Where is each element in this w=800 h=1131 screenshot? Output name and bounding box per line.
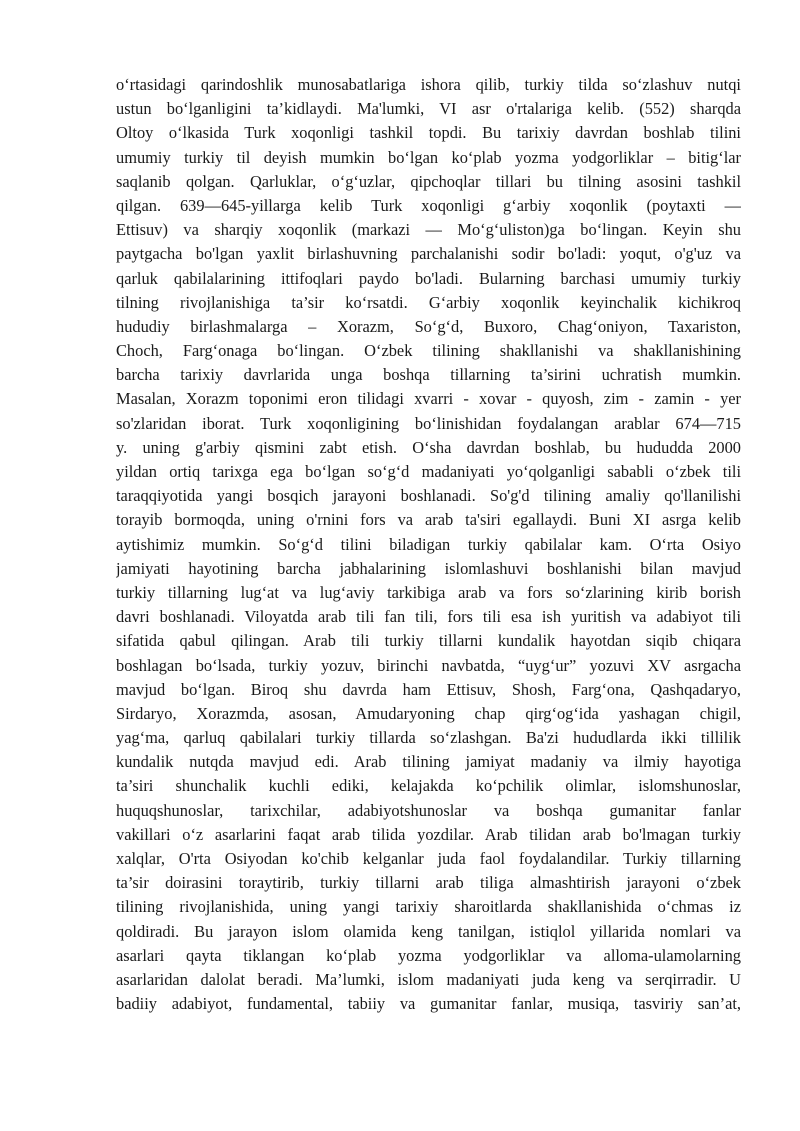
text-line: turkiy tillarning lug‘at va lug‘aviy tarkibiga arab va fors so‘zlarining kirib borish	[116, 582, 741, 602]
text-line: asarlari qayta tiklangan ko‘plab yozma yodgorliklar va alloma-ulamolarning	[116, 945, 741, 965]
text-line: mavjud bo‘lgan. Biroq shu davrda ham Ettisuv, Shosh, Farg‘ona, Qashqadaryo,	[116, 679, 741, 699]
text-line: huquqshunoslar, tarixchilar, adabiyotshunoslar va boshqa gumanitar fanlar	[116, 800, 741, 820]
text-line: paytgacha bo'lgan yaxlit birlashuvning parchalanishi sodir bo'ladi: yoqut, o'g'uz va	[116, 244, 741, 264]
text-line: xalqlar, O'rta Osiyodan ko'chib kelganlar juda faol foydalandilar. Turkiy tillarning	[116, 849, 741, 868]
text-line: yag‘ma, qarluq qabilalari turkiy tillarda so‘zlashgan. Ba'zi hududlarda ikki tillilik	[116, 728, 741, 748]
text-line: o‘rtasidagi qarindoshlik munosabatlariga ishora qilib, turkiy tilda so‘zlashuv nutqi	[116, 75, 741, 94]
text-line: ta’siri shunchalik kuchli ediki, kelajakda ko‘pchilik olimlar, islomshunoslar,	[116, 776, 741, 796]
text-line: Ettisuv) va sharqiy xoqonlik (markazi — Mo‘g‘uliston)ga bo‘lingan. Keyin shu	[116, 220, 741, 240]
text-line: kundalik nutqda mavjud edi. Arab tilining jamiyat madaniy va ilmiy hayotiga	[116, 752, 741, 772]
text-line: yildan ortiq tarixga ega bo‘lgan so‘g‘d madaniyati yo‘qolganligi sababli o‘zbek tili	[116, 462, 741, 481]
text-line: y. uning g'arbiy qismini zabt etish. O‘sha davrdan boshlab, bu hududda 2000	[116, 437, 741, 457]
text-line: Choch, Farg‘onaga bo‘lingan. O‘zbek tilining shakllanishi va shakllanishining	[116, 341, 741, 361]
text-line: torayib bormoqda, uning o'rnini fors va arab ta'siri egallaydi. Buni XI asrga kelib	[116, 510, 741, 530]
text-line: ta’sir doirasini toraytirib, turkiy tillarni arab tiliga almashtirish jarayoni o‘zbek	[116, 873, 741, 893]
text-line: badiiy adabiyot, fundamental, tabiiy va gumanitar fanlar, musiqa, tasviriy san’at,	[116, 994, 741, 1014]
text-line: so'zlaridan iborat. Turk xoqonligining bo‘linishidan foydalangan arablar 674—715	[116, 413, 741, 433]
text-line: Oltoy o‘lkasida Turk xoqonligi tashkil topdi. Bu tarixiy davrdan boshlab tilini	[116, 123, 741, 143]
text-line: Masalan, Xorazm toponimi eron tilidagi xvarri - xovar - quyosh, zim - zamin - yer	[116, 389, 741, 409]
text-line: aytishimiz mumkin. So‘g‘d tilini biladigan turkiy qabilalar kam. O‘rta Osiyo	[116, 534, 741, 554]
text-line: hududiy birlashmalarga – Xorazm, So‘g‘d, Buxoro, Chag‘oniyon, Taxariston,	[116, 316, 741, 336]
text-line: boshlagan bo‘lsada, turkiy yozuv, birinchi navbatda, “uyg‘ur” yozuvi XV asrgacha	[116, 655, 741, 675]
body-text	[116, 73, 741, 1016]
text-line: Sirdaryo, Xorazmda, asosan, Amudaryoning chap qirg‘og‘ida yashagan chigil,	[116, 703, 741, 723]
text-line: tilning rivojlanishiga ta’sir ko‘rsatdi. G‘arbiy xoqonlik keyinchalik kichikroq	[116, 292, 741, 312]
text-line: umumiy turkiy til deyish mumkin bo‘lgan ko‘plab yozma yodgorliklar – bitig‘lar	[116, 147, 741, 167]
text-line: qoldiradi. Bu jarayon islom olamida keng tanilgan, istiqlol yillarida nomlari va	[116, 921, 741, 941]
text-line: ustun bo‘lganligini ta’kidlaydi. Ma'lumki, VI asr o'rtalariga kelib. (552) sharqda	[116, 99, 741, 119]
text-line: vakillari o‘z asarlarini faqat arab tilida yozdilar. Arab tilidan arab bo'lmagan turkiy	[116, 824, 741, 844]
text-line: davri boshlanadi. Viloyatda arab tili fan tili, fors tili esa ish yuritish va adabiyot tili	[116, 607, 741, 627]
text-line: taraqqiyotida yangi bosqich jarayoni boshlanadi. So'g'd tilining amaliy qo'llanilishi	[116, 486, 741, 506]
text-line: qilgan. 639—645-yillarga kelib Turk xoqonligi g‘arbiy xoqonlik (poytaxti —	[116, 195, 741, 215]
text-line: asarlaridan dalolat beradi. Ma’lumki, islom madaniyati juda keng va serqirradir. U	[116, 969, 741, 989]
text-line: sifatida qabul qilingan. Arab tili turkiy tillarni kundalik hayotdan siqib chiqara	[116, 631, 741, 651]
text-line: qarluk qabilalarining ittifoqlari paydo bo'ladi. Bularning barchasi umumiy turkiy	[116, 268, 741, 288]
text-line: barcha tarixiy davrlarida unga boshqa tillarning ta’sirini uchratish mumkin.	[116, 365, 741, 385]
text-line: tilining rivojlanishida, uning yangi tarixiy sharoitlarda shakllanishida o‘chmas iz	[116, 897, 741, 917]
text-line: jamiyati hayotining barcha jabhalarining islomlashuvi boshlanishi bilan mavjud	[116, 558, 741, 578]
text-line: saqlanib qolgan. Qarluklar, o‘g‘uzlar, qipchoqlar tillari bu tilning asosini tashkil	[116, 171, 741, 191]
